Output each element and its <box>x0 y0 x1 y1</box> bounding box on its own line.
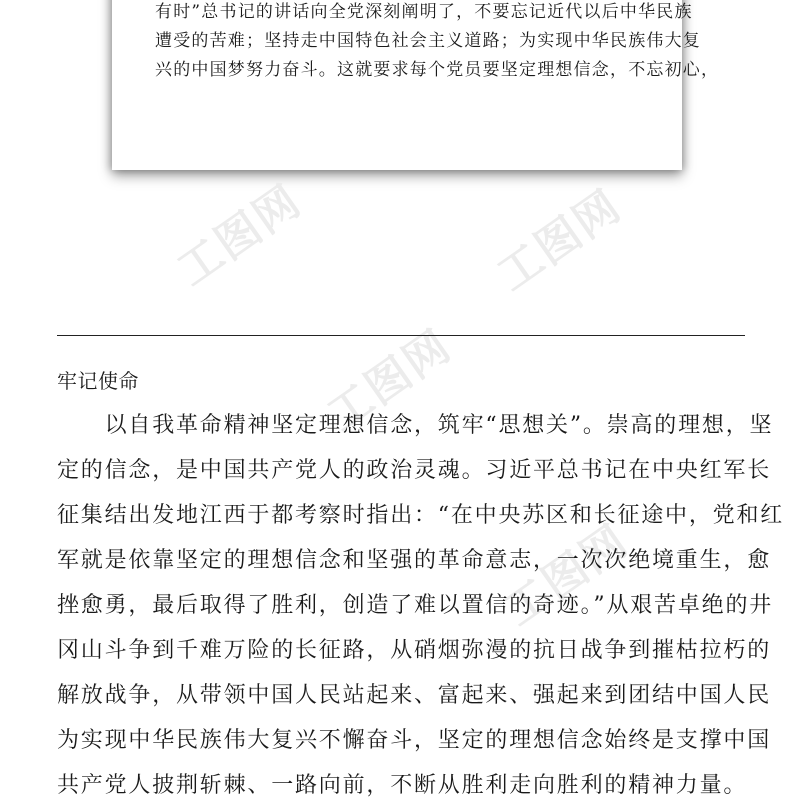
paragraph-line: 为实现中华民族伟大复兴不懈奋斗，坚定的理想信念始终是支撑中国 <box>57 728 772 753</box>
paragraph-line: 定的信念，是中国共产党人的政治灵魂。习近平总书记在中央红军长 <box>57 458 772 483</box>
paragraph-line: 解放战争，从带领中国人民站起来、富起来、强起来到团结中国人民 <box>57 683 772 708</box>
quote-line: 兴的中国梦努力奋斗。这就要求每个党员要坚定理想信念，不忘初心， <box>155 60 720 80</box>
quote-card-text <box>155 0 720 85</box>
paragraph-line: 挫愈勇，最后取得了胜利，创造了难以置信的奇迹。”从艰苦卓绝的井 <box>57 593 774 618</box>
paragraph-line: 以自我革命精神坚定理想信念，筑牢“思想关”。崇高的理想，坚 <box>57 413 774 438</box>
paragraph-line: 军就是依靠坚定的理想信念和坚强的革命意志，一次次绝境重生，愈 <box>57 548 772 573</box>
quote-card <box>112 0 720 170</box>
paragraph-line: 征集结出发地江西于都考察时指出：“在中央苏区和长征途中，党和红 <box>57 503 785 528</box>
watermark-logo: 工图网 <box>168 175 311 297</box>
watermark-logo: 工图网 <box>488 180 631 302</box>
paragraph-line: 冈山斗争到千难万险的长征路，从硝烟弥漫的抗日战争到摧枯拉朽的 <box>57 638 772 663</box>
paragraph-line: 共产党人披荆斩棘、一路向前，不断从胜利走向胜利的精神力量。 <box>57 773 748 798</box>
quote-line: 有时”总书记的讲话向全党深刻阐明了，不要忘记近代以后中华民族 <box>155 2 693 22</box>
section-divider <box>57 335 745 336</box>
watermark-logo: 工图网 <box>495 515 638 637</box>
watermark-logo: 工图网 <box>318 320 461 442</box>
section-heading: 牢记使命 <box>57 369 139 393</box>
body-paragraph <box>57 403 785 808</box>
quote-line: 遭受的苦难；坚持走中国特色社会主义道路；为实现中华民族伟大复 <box>155 31 701 51</box>
